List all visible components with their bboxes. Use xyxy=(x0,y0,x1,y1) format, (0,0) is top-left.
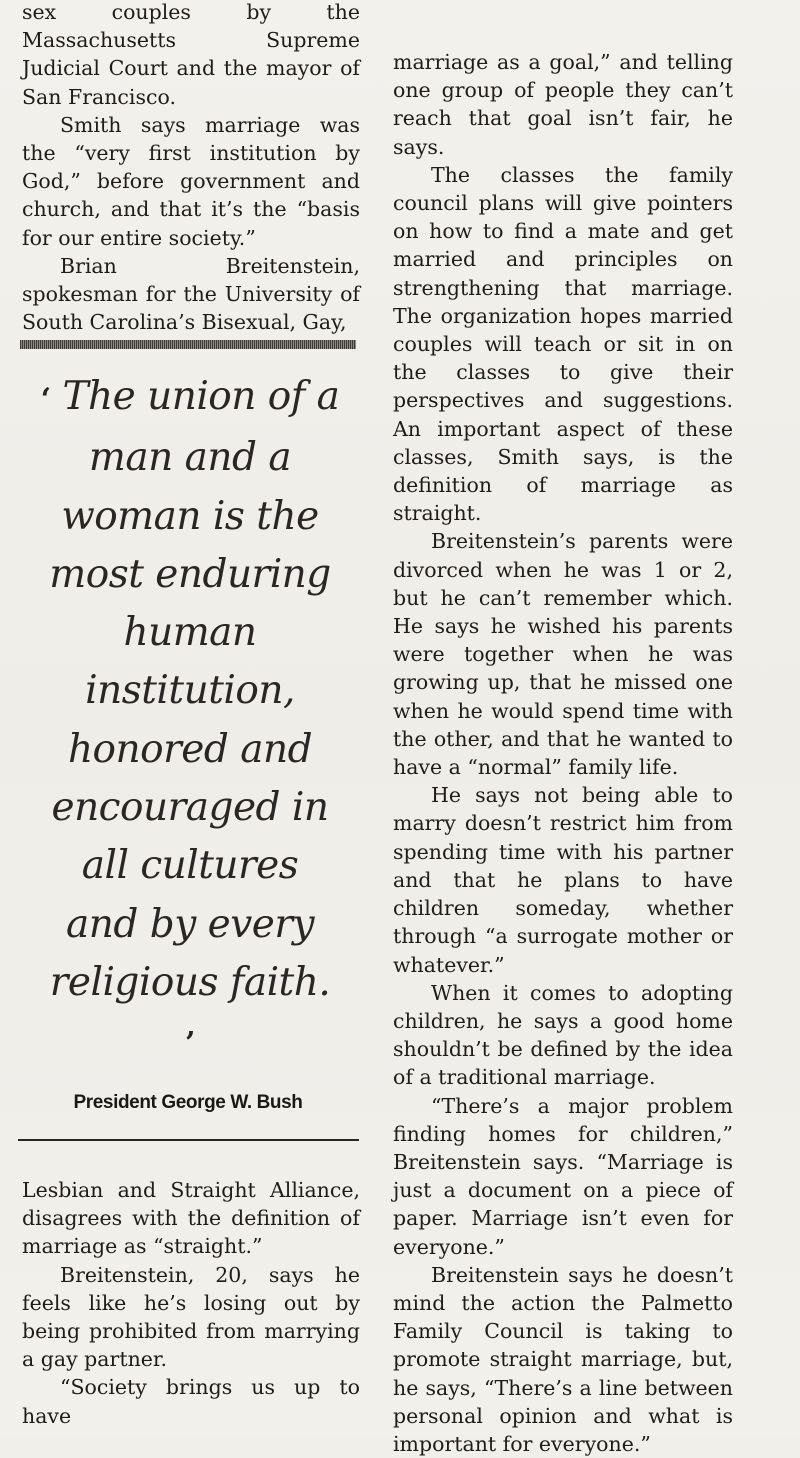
paragraph: Breitenstein’s parents were divorced when he was 1 or 2, but he can’t remember which. He says he wished his parents were together when he was growing up, that he missed one when he would spend time with the other, and that he wanted to have a “normal” family life. xyxy=(393,529,733,780)
close-quote-mark: ’ xyxy=(185,1026,195,1062)
paragraph: Breitenstein says he doesn’t mind the action the Palmetto Family Council is taking to promote straight marriage, but, he says, “There’s a line between personal opinion and what is important for everyone.” xyxy=(393,1262,733,1456)
paragraph: Smith says marriage was the “very first institution by God,” before government and church, and that it’s the “basis for our entire society.” xyxy=(22,112,360,250)
left-column-top xyxy=(22,0,360,336)
pull-quote-bottom-rule xyxy=(18,1139,359,1141)
pull-quote-top-rule xyxy=(20,340,356,349)
pull-quote-attribution: President George W. Bush xyxy=(73,1092,303,1113)
paragraph: Lesbian and Straight Alliance, disagrees with the definition of marriage as “straight.” xyxy=(22,1178,360,1259)
left-column-bottom xyxy=(22,1176,360,1430)
paragraph: Brian Breitenstein, spokesman for the University of South Carolina’s Bisexual, Gay, xyxy=(22,253,360,335)
paragraph: Breitenstein, 20, says he feels like he’s losing out by being prohibited from marrying a gay partner. xyxy=(22,1262,360,1372)
right-column xyxy=(393,48,733,1458)
paragraph: marriage as a goal,” and telling one group of people they can’t reach that goal isn’t fair, he says. xyxy=(393,50,733,159)
paragraph: “There’s a major problem finding homes for children,” Breitenstein says. “Marriage is just a document on a piece of paper. Marriage isn’t even for everyone.” xyxy=(393,1093,733,1259)
paragraph: He says not being able to marry doesn’t restrict him from spending time with his partner and that he plans to have children someday, whether through “a surrogate mother or whatever.” xyxy=(393,783,733,977)
paragraph: The classes the family council plans will give pointers on how to find a mate and get married and principles on strengthening that marriage. The organization hopes married couples will teach or sit in on the classes to give their perspectives and suggestions. An important aspect of these classes, Smith says, is the definition of marriage as straight. xyxy=(393,162,733,526)
open-quote-mark: ‘ xyxy=(40,382,51,417)
pull-quote xyxy=(40,368,340,1074)
paragraph: When it comes to adopting children, he says a good home shouldn’t be defined by the idea of a traditional marriage. xyxy=(393,980,733,1090)
paragraph: sex couples by the Massachusetts Supreme Judicial Court and the mayor of San Francisco. xyxy=(22,0,360,109)
pull-quote-text: The union of a man and a woman is the most enduring human institution, honored and encouraged in all cultures and by every religious faith. xyxy=(49,374,340,1005)
paragraph: “Society brings us up to have xyxy=(22,1375,360,1428)
